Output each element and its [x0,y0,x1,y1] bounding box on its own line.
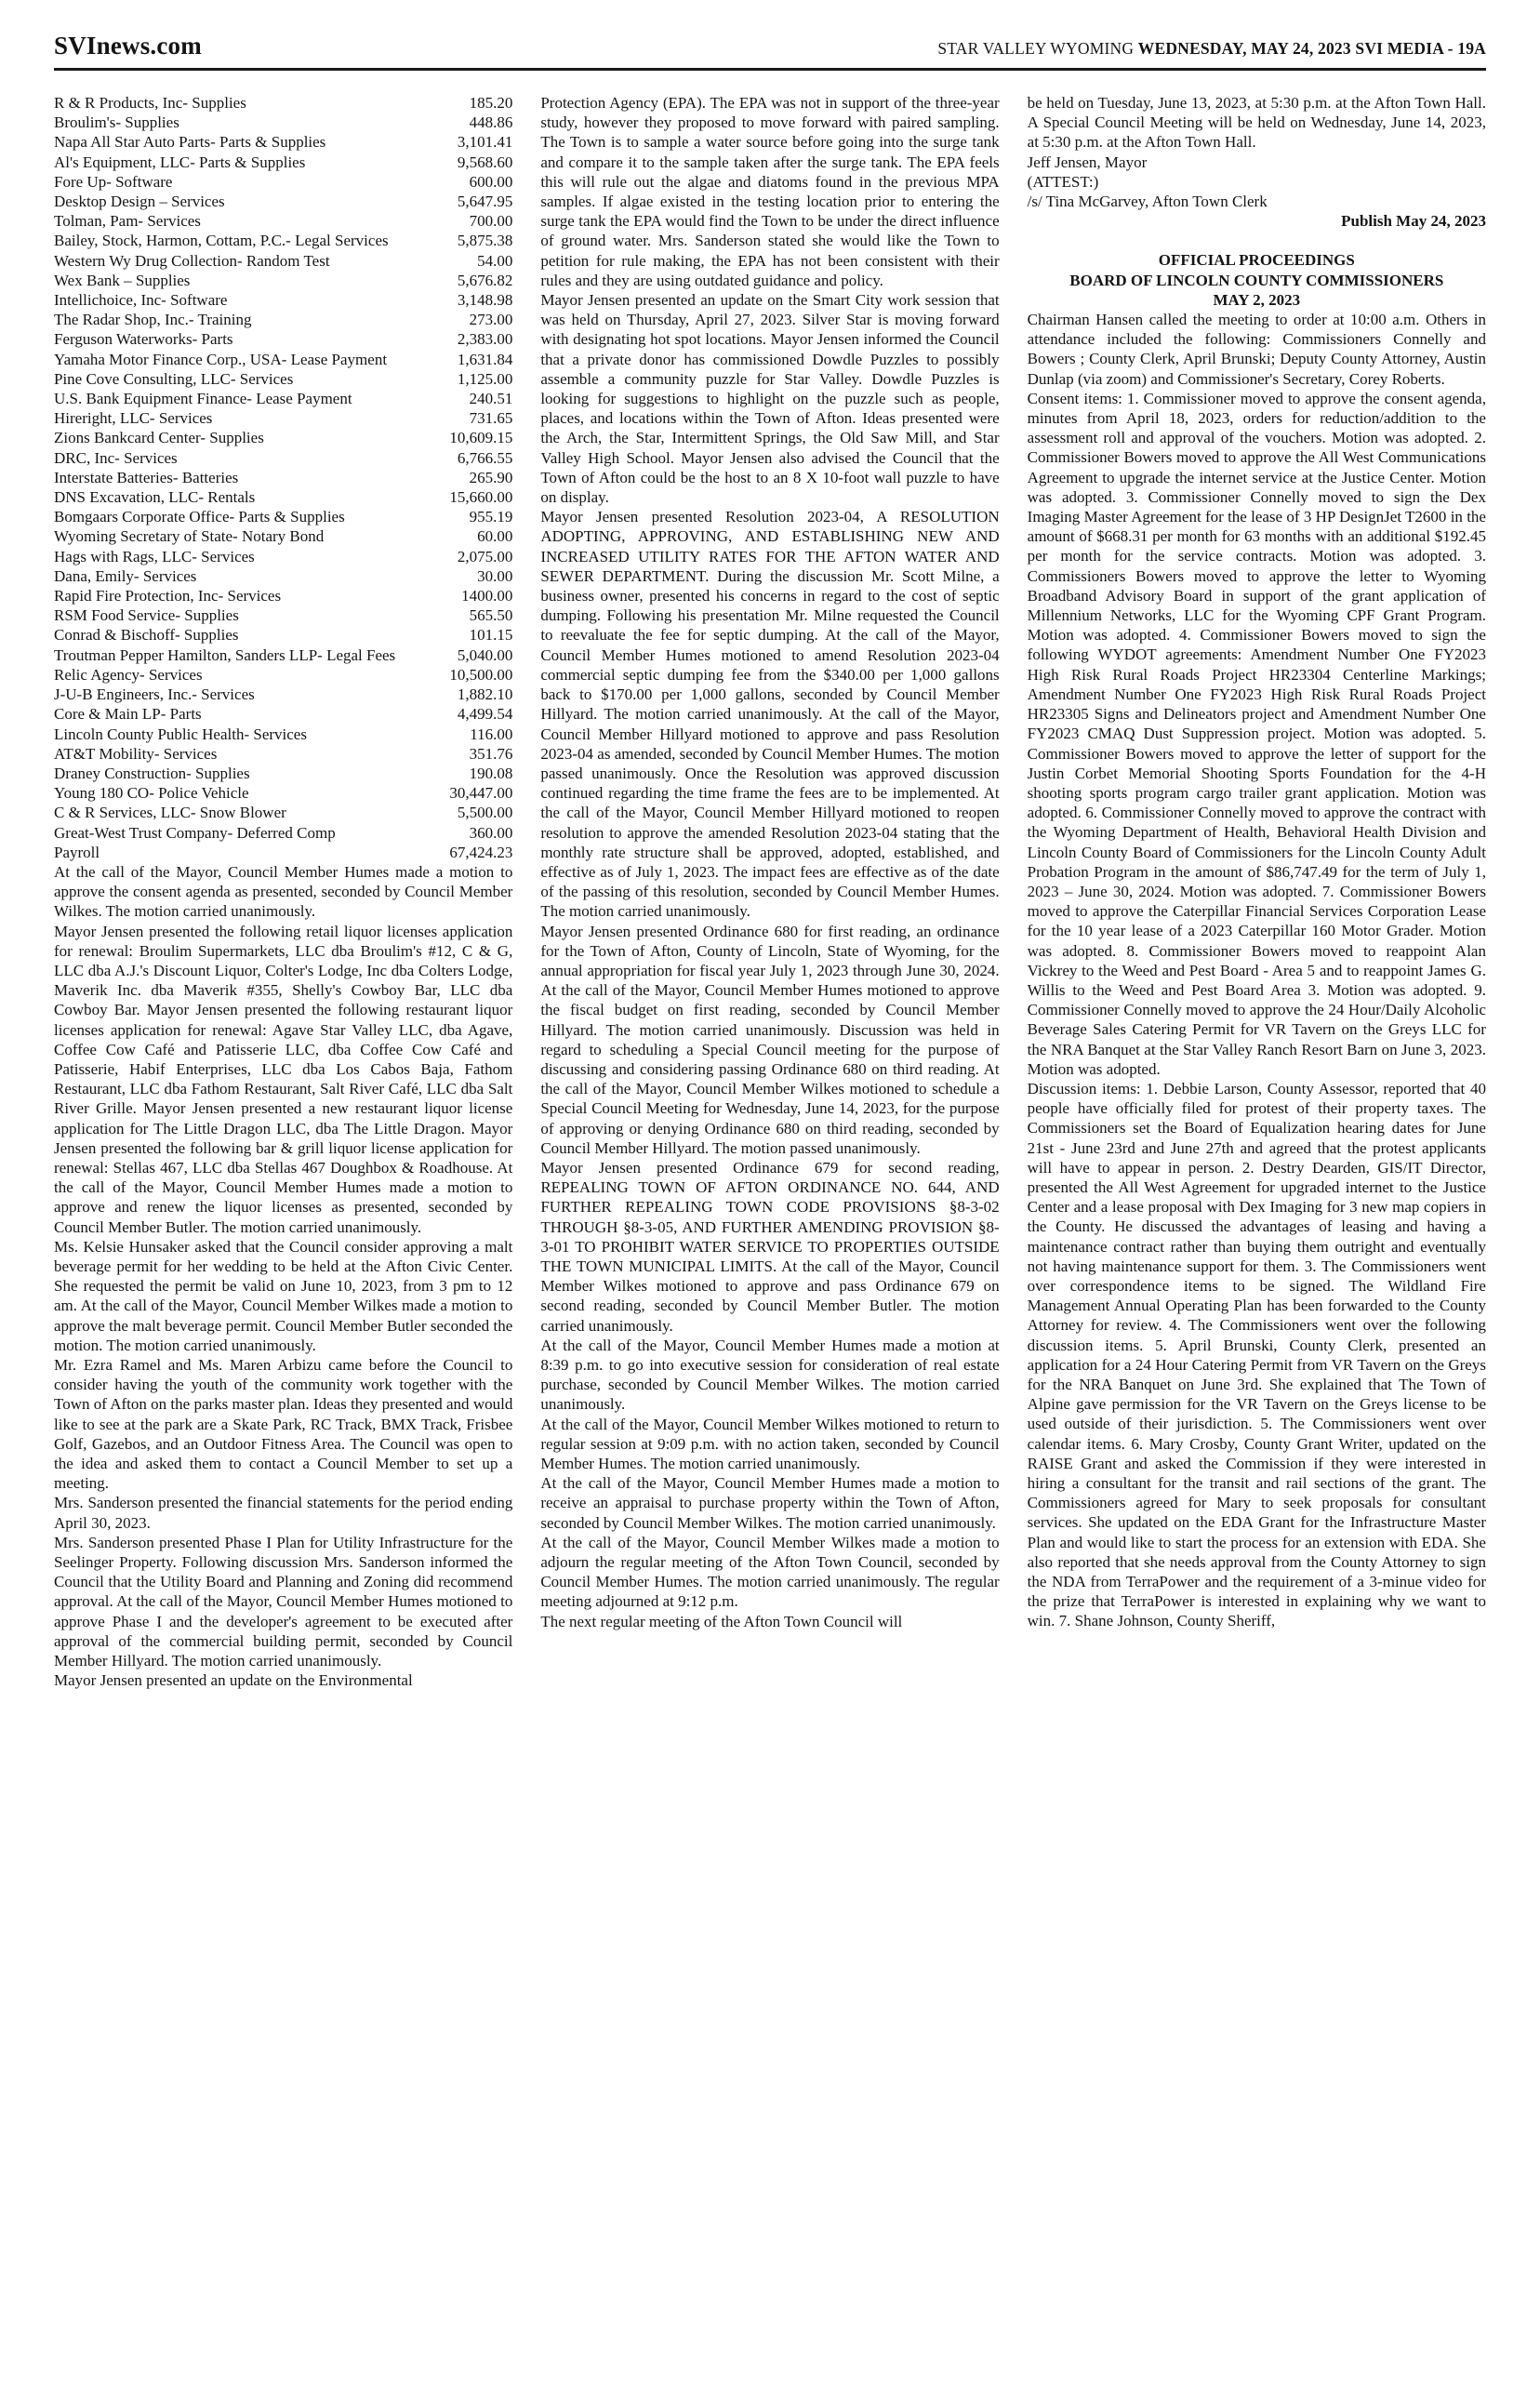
expense-row [54,803,512,822]
expense-amount: 448.86 [469,113,513,132]
body-paragraph: Mr. Ezra Ramel and Ms. Maren Arbizu came before the Council to consider having the youth of the community work together with the Town of Afton on the parks master plan. Ideas they presented and would like to see at the park are a Skate Park, RC Track, BMX Track, Frisbee Golf, Gazebos, and an Outdoor Fitness Area. The Council was open to the idea and asked them to contact a Council Member to set up a meeting. [54,1356,513,1493]
expense-vendor: Bomgaars Corporate Office- Parts & Supplies [54,508,345,526]
expense-vendor: Intellichoice, Inc- Software [54,291,228,310]
body-paragraph: Mayor Jensen presented an update on the Smart City work session that was held on Thursday, April 27, 2023. Silver Star is moving forward with designating hot spot locations. Mayor Jensen informed the Council that a private donor has commissioned Dowdle Puzzles to possibly assemble a community puzzle for Star Valley. Dowdle Puzzles is looking for suggestions to highlight on the puzzle such as people, places, and locations within the Town of Afton. Ideas presented were the Arch, the Star, Intermittent Springs, the Old Saw Mill, and Star Valley High School. Mayor Jensen also advised the Council that the Town of Afton could be the host to an 8 X 10-foot wall puzzle to have on display. [540,291,1000,507]
expense-row [54,685,512,704]
body-paragraph: Mayor Jensen presented Ordinance 679 for second reading, REPEALING TOWN OF AFTON ORDINANCE NO. 644, AND FURTHER REPEALING TOWN CODE PROVISIONS §8-3-02 THROUGH §8-3-05, AND FURTHER AMENDING PROVISION §8-3-01 TO PROHIBIT WATER SERVICE TO PROPERTIES OUTSIDE THE TOWN MUNICIPAL LIMITS. At the call of the Mayor, Council Member Wilkes motioned to approve and pass Ordinance 679 on second reading, seconded by Council Member Butler. The motion carried unanimously. [540,1158,1000,1335]
masthead [54,32,1486,71]
column-1 [54,93,512,1690]
expense-row [54,526,512,546]
body-paragraph: Mrs. Sanderson presented Phase I Plan for Utility Infrastructure for the Seelinger Property. Following discussion Mrs. Sanderson informed the Council that the Utility Board and Planning and Zoning did recommend approval. At the call of the Mayor, Council Member Humes motioned to approve Phase I and the developer's agreement to be executed after approval of the commercial building permit, seconded by Council Member Hillyard. The motion carried unanimously. [54,1533,513,1670]
expense-row [54,448,512,468]
expense-amount: 240.51 [469,390,513,408]
expense-vendor: Troutman Pepper Hamilton, Sanders LLP- Legal Fees [54,645,396,664]
expense-amount: 60.00 [477,527,513,546]
expense-amount: 9,568.60 [457,153,513,171]
expense-amount: 5,040.00 [457,645,513,664]
expense-vendor: Napa All Star Auto Parts- Parts & Supplies [54,133,326,152]
expense-vendor: Desktop Design – Services [54,193,225,211]
proceedings-heading-line-2: BOARD OF LINCOLN COUNTY COMMISSIONERS [1069,271,1444,289]
expense-vendor: Al's Equipment, LLC- Parts & Supplies [54,153,306,171]
expense-amount: 265.90 [469,468,513,486]
body-paragraph: At the call of the Mayor, Council Member Wilkes made a motion to adjourn the regular meeting of the Afton Town Council, seconded by Council Member Humes. The motion carried unanimously. The regular meeting adjourned at 9:12 p.m. [540,1533,1000,1611]
expense-vendor: The Radar Shop, Inc.- Training [54,311,252,329]
expense-amount: 5,500.00 [457,804,513,822]
expense-amount: 731.65 [469,409,513,428]
expense-amount: 5,676.82 [457,271,513,289]
body-paragraph: Mayor Jensen presented Ordinance 680 for first reading, an ordinance for the Town of Afton, County of Lincoln, State of Wyoming, for the annual appropriation for fiscal year July 1, 2023 through June 30, 2024. At the call of the Mayor, Council Member Humes motioned to approve the fiscal budget on first reading, seconded by Council Member Hillyard. The motion carried unanimously. Discussion was held in regard to scheduling a Special Council meeting for the purpose of discussing and considering passing Ordinance 680 on third reading. At the call of the Mayor, Council Member Wilkes motioned to schedule a Special Council Meeting for Wednesday, June 14, 2023, for the purpose of approving or denying Ordinance 680 on third reading, seconded by Council Member Hillyard. The motion passed unanimously. [540,922,1000,1157]
expense-vendor: C & R Services, LLC- Snow Blower [54,804,286,822]
column-1-paragraphs [54,862,512,1691]
expense-row [54,428,512,447]
expense-amount: 5,647.95 [457,193,513,211]
expense-vendor: U.S. Bank Equipment Finance- Lease Payment [54,390,352,408]
expense-vendor: Draney Construction- Supplies [54,764,250,782]
expense-amount: 955.19 [469,508,513,526]
expense-vendor: Payroll [54,843,100,861]
publish-line: Publish May 24, 2023 [1341,212,1486,231]
body-paragraph: Chairman Hansen called the meeting to order at 10:00 a.m. Others in attendance included the following: Commissioners Connelly and Bowers ; County Clerk, April Brunski; Deputy County Attorney, Austin Dunlap (via zoom) and Commissioner's Secretary, Corey Roberts. [1027,311,1486,388]
body-paragraph: Mrs. Sanderson presented the financial statements for the period ending April 30, 2023. [54,1494,513,1532]
expense-amount: 185.20 [469,94,513,112]
body-paragraph: At the call of the Mayor, Council Member Wilkes motioned to return to regular session at 9:09 p.m. with no action taken, seconded by Council Member Humes. The motion carried unanimously. [540,1415,1000,1473]
folio-line [937,39,1486,59]
expense-amount: 10,609.15 [449,429,513,447]
expense-vendor: Interstate Batteries- Batteries [54,468,239,486]
expense-amount: 2,383.00 [457,330,513,349]
expense-amount: 351.76 [469,744,513,763]
expense-vendor: Young 180 CO- Police Vehicle [54,784,249,803]
expense-vendor: Hags with Rags, LLC- Services [54,547,255,565]
expense-amount: 3,148.98 [457,291,513,310]
expense-amount: 6,766.55 [457,448,513,467]
column-3-paragraphs [1028,310,1486,1631]
expense-row [54,566,512,586]
expense-amount: 600.00 [469,172,513,191]
expense-vendor: Wex Bank – Supplies [54,271,191,289]
expense-row [54,251,512,271]
expense-row [54,725,512,744]
body-paragraph: Ms. Kelsie Hunsaker asked that the Council consider approving a malt beverage permit for her wedding to be held at the Afton Civic Center. She requested the permit be valid on June 10, 2023, from 3 pm to 12 am. At the call of the Mayor, Council Member Wilkes made a motion to approve the malt beverage permit. Council Member Butler seconded the motion. The motion carried unanimously. [54,1237,513,1354]
expense-vendor: J-U-B Engineers, Inc.- Services [54,685,255,704]
expense-row [54,823,512,843]
expense-amount: 565.50 [469,606,513,625]
body-paragraph: Mayor Jensen presented an update on the Environmental [54,1671,413,1690]
expense-row [54,547,512,566]
expense-list [54,93,512,862]
body-paragraph: Mayor Jensen presented Resolution 2023-04, A RESOLUTION ADOPTING, APPROVING, AND ESTABLISHING NEW AND INCREASED UTILITY RATES FOR THE AFTON WATER AND SEWER DEPARTMENT. During the discussion Mr. Scott Milne, a business owner, presented his concerns in regard to the cost of septic dumping. Following his presentation Mr. Milne requested the Council to reevaluate the fee for septic dumping. At the call of the Mayor, Council Member Humes motioned to amend Resolution 2023-04 commercial septic dumping fee from the $340.00 per 1,000 gallons back to $170.00 per 1,000 gallons, seconded by Council Member Hillyard. The motion carried unanimously. At the call of the Mayor, Council Member Hillyard motioned to approve and pass Resolution 2023-04 as amended, seconded by Council Member Humes. The motion passed unanimously. Once the Resolution was approved discussion continued regarding the time frame the fees are to be implemented. At the call of the Mayor, Council Member Hillyard motioned to reopen resolution to approve the amended Resolution 2023-04 stating that the monthly rate structure shall be approved, adopted, established, and effective as of July 1, 2023. The impact fees are effective as of the date of the passing of this resolution, seconded by Council Member Humes. The motion carried unanimously. [540,508,1000,921]
expense-amount: 15,660.00 [449,488,513,507]
expense-amount: 4,499.54 [457,705,513,724]
signature-line: /s/ Tina McGarvey, Afton Town Clerk [1027,193,1268,211]
body-paragraph: The next regular meeting of the Afton Town Council will [540,1612,903,1630]
expense-amount: 1,631.84 [457,350,513,368]
site-name: SVInews.com [54,32,202,60]
proceedings-heading-line-3: MAY 2, 2023 [1213,290,1301,309]
expense-row [54,764,512,783]
expense-vendor: DNS Excavation, LLC- Rentals [54,488,256,507]
expense-vendor: Fore Up- Software [54,172,173,191]
expense-vendor: Zions Bankcard Center- Supplies [54,429,264,447]
column-2 [540,93,999,1690]
expense-row [54,645,512,665]
expense-row [54,586,512,605]
expense-vendor: Pine Cove Consulting, LLC- Services [54,369,294,388]
expense-row [54,113,512,132]
body-paragraph: At the call of the Mayor, Council Member Humes made a motion at 8:39 p.m. to go into executive session for consideration of real estate purchase, seconded by Council Member Wilkes. The motion carried unanimously. [540,1336,1000,1414]
body-paragraph: At the call of the Mayor, Council Member Humes made a motion to approve the consent agenda as presented, seconded by Council Member Wilkes. The motion carried unanimously. [54,862,513,921]
expense-vendor: AT&T Mobility- Services [54,744,218,763]
expense-vendor: Relic Agency- Services [54,665,203,684]
expense-vendor: Core & Main LP- Parts [54,705,202,724]
column-3 [1028,93,1486,1690]
expense-row [54,192,512,211]
continuation-paragraph: be held on Tuesday, June 13, 2023, at 5:30 p.m. at the Afton Town Hall. A Special Council Meeting will be held on Wednesday, June 14, 2023, at 5:30 p.m. at the Afton Town Hall. [1027,94,1486,152]
expense-row [54,310,512,329]
expense-amount: 101.15 [469,626,513,645]
expense-amount: 1,882.10 [457,685,513,704]
expense-row [54,290,512,310]
expense-vendor: Yamaha Motor Finance Corp., USA- Lease Payment [54,350,388,368]
column-2-paragraphs [540,93,999,1631]
expense-vendor: Western Wy Drug Collection- Random Test [54,251,330,270]
signature-line: (ATTEST:) [1027,172,1099,191]
expense-row [54,468,512,487]
expense-row [54,704,512,724]
expense-row [54,172,512,192]
body-paragraph: Protection Agency (EPA). The EPA was not in support of the three-year study, however they proposed to move forward with paired sampling. The Town is to sample a water source before going into the surge tank and compare it to the sample taken after the surge tank. The EPA feels this will rule out the algae and diatoms found in the previous MPA samples. If algae existed in the testing location prior to entering the surge tank the EPA would find the Town to be under the direct influence of ground water. Mrs. Sanderson stated she would like the Town to petition for rule making, the EPA has not been consistent with their rules and they are using outdated guidance and policy. [540,94,1000,289]
expense-row [54,665,512,685]
expense-row [54,744,512,764]
expense-row [54,389,512,408]
expense-amount: 190.08 [469,764,513,782]
expense-amount: 273.00 [469,311,513,329]
body-paragraph: Consent items: 1. Commissioner moved to approve the consent agenda, minutes from April 18, 2023, orders for reduction/addition to the assessment roll and approval of the vouchers. Motion was adopted. 2. Commissioner Bowers moved to approve the All West Communications Agreement to upgrade the internet service at the Justice Center. Motion was adopted. 3. Commissioner Connelly moved to sign the Dex Imaging Master Agreement for the lease of 3 HP DesignJet T2600 in the amount of $668.31 per month for 63 months with an additional $192.45 per month for the service contracts. Motion was adopted. 3. Commissioners Bowers moved to approve the letter to Wyoming Broadband Advisory Board in support of the grant application of Millennium Networks, LLC for the Wyoming CPF Grant Program. Motion was adopted. 4. Commissioner Bowers moved to sign the following WYDOT agreements: Amendment Number One FY2023 High Risk Rural Roads Project HR23304 Centerline Markings; Amendment Number One FY2023 High Risk Rural Roads Project HR23305 Signs and Delineators project and Amendment Number One FY2023 CMAQ Dust Suppression project. Motion was adopted. 5. Commissioner Bowers moved to approve the letter of support for the Justin Corbet Memorial Shooting Sports Foundation for the 4-H shooting sports program cargo trailer grant application. Motion was adopted. 6. Commissioner Connelly moved to approve the contract with the Wyoming Department of Health, Behavioral Health Division and Lincoln County Board of Commissioners for the Lincoln County Adult Probation Program in the amount of $86,747.49 for the term of July 1, 2023 – June 30, 2024. Motion was adopted. 7. Commissioner Bowers moved to approve the Caterpillar Financial Services Corporation Lease for the 10 year lease of a 2023 Caterpillar 160 Motor Grader. Motion was adopted. 8. Commissioner Bowers moved to reappoint Alan Vickrey to the Weed and Pest Board - Area 5 and to reappoint James G. Willis to the Weed and Pest Board Area 3. Motion was adopted. 9. Commissioner Connelly moved to approve the 24 Hour/Daily Alcoholic Beverage Sales Catering Permit for VR Tavern on the Greys LLC for the NRA Banquet at the Star Valley Ranch Resort Barn on June 3, 2023. Motion was adopted. [1027,389,1486,1078]
expense-amount: 67,424.23 [449,843,513,861]
expense-vendor: Lincoln County Public Health- Services [54,725,307,743]
expense-amount: 360.00 [469,823,513,842]
expense-vendor: Broulim's- Supplies [54,113,179,132]
body-paragraph: At the call of the Mayor, Council Member Humes made a motion to receive an appraisal to purchase property within the Town of Afton, seconded by Council Member Wilkes. The motion carried unanimously. [540,1474,1000,1532]
expense-row [54,507,512,526]
body-paragraph: Discussion items: 1. Debbie Larson, County Assessor, reported that 40 people have officially filed for protest of their property taxes. The Commissioners set the Board of Equalization hearing dates for June 21st - June 23rd and June 27th and agreed that the protest applicants will have to appear in person. 2. Destry Dearden, GIS/IT Director, presented the All West Agreement for upgraded internet to the Justice Center and a lease proposal with Dex Imaging for 3 new map copiers in the County. He discussed the advantages of leasing and having a maintenance contract rather than buying them outright and eventually not having maintenance support for them. 3. The Commissioners went over correspondence items to be signed. The Wildland Fire Management Annual Operating Plan has been forwarded to the County Attorney for review. 4. The Commissioners went over the following discussion items. 5. April Brunski, County Clerk, presented an application for a 24 Hour Catering Permit from VR Tavern on the Greys for the NRA Banquet on June 3rd. She explained that The Town of Alpine gave permission for the VR Tavern on the Greys license to be used outside of their jurisdiction. 5. The Commissioners went over calendar items. 6. Mary Crosby, County Grant Writer, updated on the RAISE Grant and asked the Commission if they were interested in hiring a consultant for the transit and rail sections of the grant. The Commissioners agreed for Mary to seek proposals for consultant services. She updated on the EDA Grant for the Infrastructure Master Plan and would like to start the process for an extension with EDA. She also reported that she needs approval from the County Attorney to sign the NDA from TerraPower and the requirement of a 3-minue video for the prize that TerraPower is interested in explaining why we want to win. 7. Shane Johnson, County Sheriff, [1027,1079,1486,1630]
folio-edition: SVI MEDIA - 19A [1355,39,1486,58]
expense-row [54,350,512,369]
expense-amount: 116.00 [470,725,513,743]
expense-vendor: Tolman, Pam- Services [54,212,201,231]
expense-row [54,231,512,250]
expense-vendor: DRC, Inc- Services [54,448,178,467]
expense-amount: 1400.00 [461,587,513,605]
expense-row [54,132,512,152]
expense-row [54,211,512,231]
expense-row [54,625,512,645]
expense-amount: 5,875.38 [457,232,513,250]
expense-row [54,605,512,625]
expense-vendor: Wyoming Secretary of State- Notary Bond [54,527,325,546]
body-paragraph: Mayor Jensen presented the following retail liquor licenses application for renewal: Broulim Supermarkets, LLC dba Broulim's #12, C & G, LLC dba A.J.'s Discount Liquor, Colter's Lodge, Inc dba Colters Lodge, Maverik Inc. dba Maverik #355, Shelly's Cowboy Bar, LLC dba Cowboy Bar. Mayor Jensen presented the following restaurant liquor licenses application for renewal: Agave Star Valley LLC, dba Agave, Coffee Cow Café and Patisserie LLC, dba Coffee Cow Café and Patisserie, Habif Enterprises, LLC dba Los Cabos Baja, Fathom Restaurant, LLC dba Fathom Restaurant, Salt River Café, LLC dba Salt River Grille. Mayor Jensen presented a new restaurant liquor license application for The Little Dragon LLC, dba The Little Dragon. Mayor Jensen presented the following bar & grill liquor license application for renewal: Stellas 467, LLC dba Stellas 467 Doughbox & Roadhouse. At the call of the Mayor, Council Member Humes made a motion to approve and renew the liquor licenses as presented, seconded by Council Member Butler. The motion carried unanimously. [54,922,513,1236]
signature-block [1028,153,1486,212]
signature-line: Jeff Jensen, Mayor [1027,153,1148,171]
expense-vendor: Dana, Emily- Services [54,566,197,585]
expense-amount: 10,500.00 [449,665,513,684]
expense-amount: 2,075.00 [457,547,513,565]
expense-vendor: Ferguson Waterworks- Parts [54,330,233,349]
expense-row [54,369,512,389]
expense-amount: 54.00 [477,251,513,270]
expense-amount: 3,101.41 [457,133,513,152]
expense-vendor: RSM Food Service- Supplies [54,606,239,625]
expense-row [54,93,512,113]
expense-row [54,329,512,349]
proceedings-heading [1028,250,1486,310]
expense-vendor: Bailey, Stock, Harmon, Cottam, P.C.- Legal Services [54,232,389,250]
article-columns [54,93,1486,1690]
expense-row [54,271,512,290]
expense-row [54,408,512,428]
expense-row [54,843,512,862]
expense-vendor: Hireright, LLC- Services [54,409,213,428]
expense-vendor: R & R Products, Inc- Supplies [54,94,246,112]
expense-amount: 1,125.00 [457,369,513,388]
expense-vendor: Rapid Fire Protection, Inc- Services [54,587,282,605]
expense-amount: 30,447.00 [449,784,513,803]
expense-vendor: Conrad & Bischoff- Supplies [54,626,239,645]
expense-row [54,487,512,507]
folio-location: STAR VALLEY WYOMING [937,39,1135,58]
proceedings-heading-line-1: OFFICIAL PROCEEDINGS [1158,251,1355,270]
expense-vendor: Great-West Trust Company- Deferred Comp [54,823,336,842]
expense-row [54,783,512,803]
expense-row [54,153,512,172]
folio-date: WEDNESDAY, MAY 24, 2023 [1137,39,1351,58]
expense-amount: 30.00 [477,566,513,585]
expense-amount: 700.00 [469,212,513,231]
